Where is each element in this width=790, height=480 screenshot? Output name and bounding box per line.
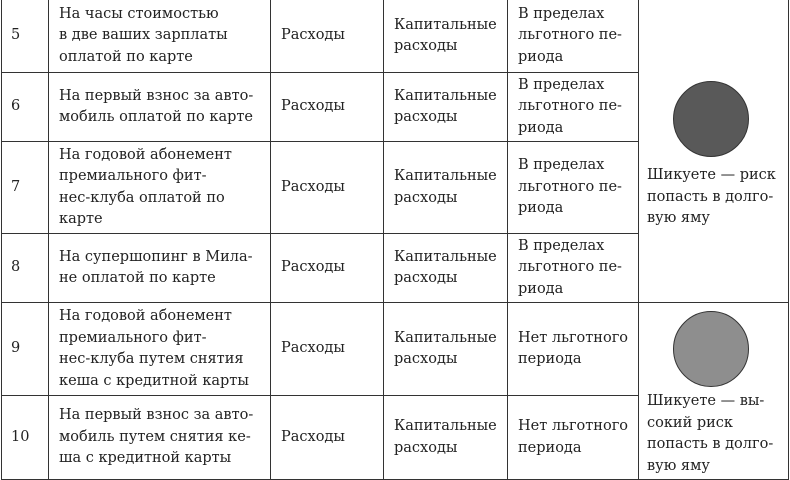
grace-period: Нет льготного периода <box>508 396 639 480</box>
grace-period: Нет льготного периода <box>508 303 639 396</box>
expense-item: На супершопинг в Мила- не оплатой по карте <box>49 234 271 303</box>
grace-period: В пределах льготного пе- риода <box>508 142 639 234</box>
expense-type: Расходы <box>271 0 384 73</box>
row-number: 9 <box>2 303 49 396</box>
expense-type: Расходы <box>271 142 384 234</box>
expense-type: Расходы <box>271 73 384 142</box>
expense-item: На годовой абонемент премиального фит- нес-клуба путем снятия кеша с кредитной карты <box>49 303 271 396</box>
expense-category: Капитальные расходы <box>384 303 508 396</box>
expense-type: Расходы <box>271 234 384 303</box>
grace-period: В пределах льготного пе- риода <box>508 234 639 303</box>
gray-circle-icon <box>673 311 749 387</box>
row-number: 7 <box>2 142 49 234</box>
row-number: 6 <box>2 73 49 142</box>
expense-type: Расходы <box>271 396 384 480</box>
verdict-cell <box>639 303 789 480</box>
expense-category: Капитальные расходы <box>384 0 508 73</box>
dark-circle-icon <box>673 81 749 157</box>
grace-period: В пределах льготного пе- риода <box>508 73 639 142</box>
table-row <box>2 303 789 396</box>
row-number: 10 <box>2 396 49 480</box>
expenses-table <box>1 0 789 480</box>
verdict-text: Шикуете — риск попасть в долго- вую яму <box>647 167 776 226</box>
expense-category: Капитальные расходы <box>384 142 508 234</box>
expense-item: На часы стоимостью в две ваших зарплаты оплатой по карте <box>49 0 271 73</box>
expense-item: На первый взнос за авто- мобиль путем снятия ке- ша с кредитной карты <box>49 396 271 480</box>
grace-period: В пределах льготного пе- риода <box>508 0 639 73</box>
expense-item: На первый взнос за авто- мобиль оплатой по карте <box>49 73 271 142</box>
expense-type: Расходы <box>271 303 384 396</box>
expense-item: На годовой абонемент премиального фит- нес-клуба оплатой по карте <box>49 142 271 234</box>
row-number: 5 <box>2 0 49 73</box>
row-number: 8 <box>2 234 49 303</box>
table-row <box>2 0 789 73</box>
verdict-cell <box>639 0 789 303</box>
verdict-text: Шикуете — вы- сокий риск попасть в долго- вую яму <box>647 393 774 474</box>
expense-category: Капитальные расходы <box>384 234 508 303</box>
expense-category: Капитальные расходы <box>384 396 508 480</box>
expense-category: Капитальные расходы <box>384 73 508 142</box>
